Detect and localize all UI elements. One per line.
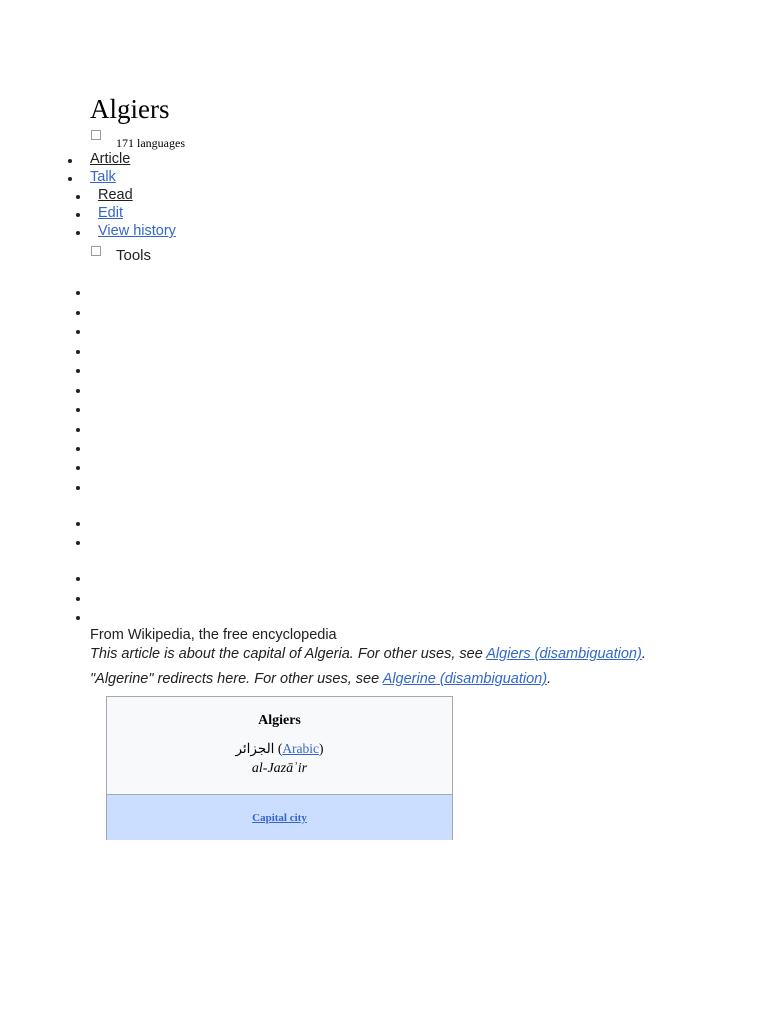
paren-open: ( <box>274 741 283 756</box>
list-item <box>76 428 80 432</box>
infobox-header <box>107 697 452 794</box>
hatnote-redirect <box>90 670 551 688</box>
list-item <box>76 369 80 373</box>
page-background <box>0 840 768 1024</box>
hatnote-end: . <box>547 671 552 687</box>
list-item <box>76 597 80 601</box>
bullet <box>68 159 72 163</box>
list-item <box>76 541 80 545</box>
tab-read[interactable]: Read <box>98 187 133 203</box>
list-item <box>76 522 80 526</box>
list-item <box>76 408 80 412</box>
list-item <box>76 486 80 490</box>
list-item <box>76 389 80 393</box>
list-item <box>76 466 80 470</box>
native-name-text: الجزائر <box>235 741 275 756</box>
bullet <box>68 177 72 181</box>
languages-button[interactable]: 171 languages <box>116 136 185 150</box>
hatnote-end: . <box>641 646 646 662</box>
infobox-section-header <box>107 794 452 846</box>
paren-close: ) <box>319 741 324 756</box>
infobox-native-name <box>107 741 452 757</box>
page-title: Algiers <box>90 94 170 124</box>
tab-talk[interactable]: Talk <box>90 169 116 185</box>
tab-edit[interactable]: Edit <box>98 205 123 221</box>
capital-city-link[interactable]: Capital city <box>252 812 307 824</box>
hatnote-text: "Algerine" redirects here. For other uses, see <box>90 671 383 687</box>
tools-button[interactable]: Tools <box>116 247 152 264</box>
hatnote-disambiguation <box>90 645 646 663</box>
list-item <box>76 616 80 620</box>
site-tagline: From Wikipedia, the free encyclopedia <box>90 627 337 643</box>
tab-view-history[interactable]: View history <box>98 223 176 239</box>
algerine-disambiguation-link[interactable]: Algerine (disambiguation) <box>382 671 548 687</box>
bullet <box>76 231 80 235</box>
list-item <box>76 447 80 451</box>
arabic-language-link[interactable]: Arabic <box>282 741 320 756</box>
infobox-title: Algiers <box>258 713 301 728</box>
infobox <box>106 696 453 846</box>
tools-toggle-checkbox[interactable] <box>91 246 101 256</box>
list-item <box>76 330 80 334</box>
hatnote-text: This article is about the capital of Algeria. For other uses, see <box>90 646 487 662</box>
list-item <box>76 350 80 354</box>
bullet <box>76 213 80 217</box>
bullet <box>76 195 80 199</box>
algiers-disambiguation-link[interactable]: Algiers (disambiguation) <box>486 646 642 662</box>
tab-article[interactable]: Article <box>90 151 131 167</box>
infobox-transliteration: al-Jazāʾir <box>251 761 308 776</box>
list-item <box>76 291 80 295</box>
list-item <box>76 311 80 315</box>
list-item <box>76 577 80 581</box>
languages-toggle-checkbox[interactable] <box>91 130 101 140</box>
